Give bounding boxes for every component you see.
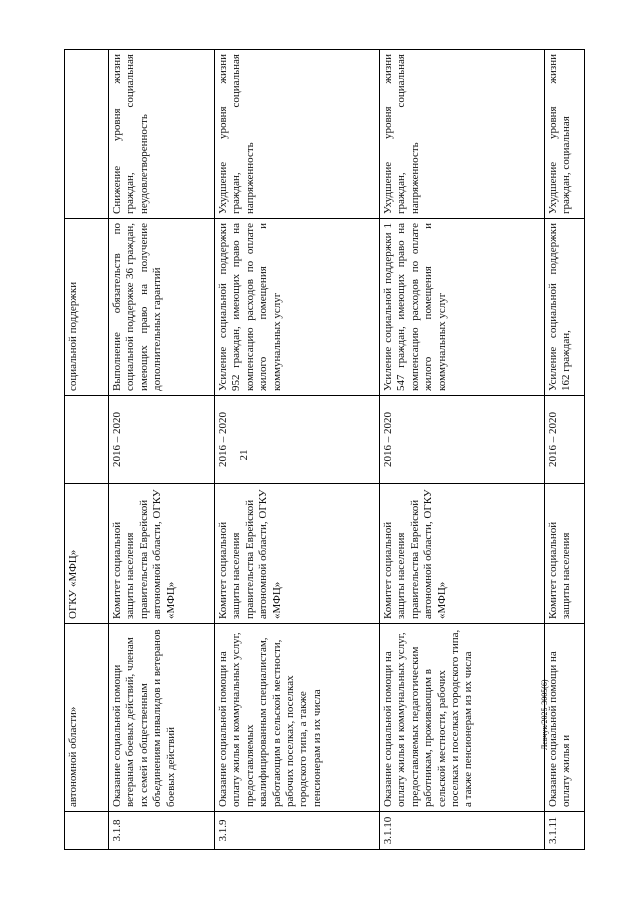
cell-period: 2016 – 2020 (380, 396, 545, 484)
cell-executor: ОГКУ «МФЦ» (65, 484, 109, 624)
cell-num: 3.1.9 (215, 812, 380, 850)
page-number: 21 (238, 449, 250, 461)
table-row-continuation (65, 50, 109, 850)
cell-result: Усиление социальной поддержки 952 граждан, имеющих право на компенсацию расходов по оплате жилого помещения и коммунальных услуг (215, 219, 380, 396)
cell-executor: Комитет социальной защиты населения правительства Еврейской автономной области, ОГКУ «МФЦ» (380, 484, 545, 624)
cell-executor: Комитет социальной защиты населения (545, 484, 585, 624)
cell-result: социальной поддержки (65, 219, 109, 396)
cell-name: Оказание социальной помощи на оплату жилья и коммунальных услуг, предоставляемых педагогическим работникам, проживающим в сельской местности, рабочих поселках и поселках городского типа, а также пенсионерам из их числа (380, 624, 545, 812)
measures-table (64, 49, 585, 850)
cell-executor: Комитет социальной защиты населения правительства Еврейской автономной области, ОГКУ «МФЦ» (215, 484, 380, 624)
cell-num (65, 812, 109, 850)
cell-consequence: Ухудшение уровня жизни граждан, социальная (545, 50, 585, 219)
cell-result: Выполнение обязательств по социальной поддержке 36 граждан, имеющих право на получение дополнительных гарантий (109, 219, 215, 396)
cell-consequence (65, 50, 109, 219)
cell-result: Усиление социальной поддержки 1 547 граждан, имеющих право на компенсацию расходов по оплате жилого помещения и коммунальных услуг (380, 219, 545, 396)
table-row (215, 50, 380, 850)
cell-period: 2016 – 2020 (545, 396, 585, 484)
cell-consequence: Ухудшение уровня жизни граждан, социальная напряженность (380, 50, 545, 219)
table-row (380, 50, 545, 850)
cell-result: Усиление социальной поддержки 162 граждан, (545, 219, 585, 396)
cell-consequence: Снижение уровня жизни граждан, социальная неудовлетворенность (109, 50, 215, 219)
cell-num: 3.1.10 (380, 812, 545, 850)
cell-period (65, 396, 109, 484)
cell-name: Оказание социальной помощи ветеранам боевых действий, членам их семей и общественным объединениям инвалидов и ветеранов боевых действий (109, 624, 215, 812)
table-row (545, 50, 585, 850)
cell-executor: Комитет социальной защиты населения правительства Еврейской автономной области, ОГКУ «МФЦ» (109, 484, 215, 624)
cell-period: 2016 – 2020 (109, 396, 215, 484)
cell-consequence: Ухудшение уровня жизни граждан, социальная напряженность (215, 50, 380, 219)
footer-code: Левчук/2025-3005(6) (540, 679, 549, 750)
cell-name: Оказание социальной помощи на оплату жилья и коммунальных услуг, предоставляемых квалифицированным специалистам, работающим в сельской местности, рабочих поселках, поселках городского типа, а также пенсионерам из их числа (215, 624, 380, 812)
cell-period: 2016 – 2020 (215, 396, 380, 484)
table-row (109, 50, 215, 850)
cell-name: автономной области» (65, 624, 109, 812)
cell-num: 3.1.8 (109, 812, 215, 850)
rotated-table-area (64, 50, 584, 850)
cell-num: 3.1.11 (545, 812, 585, 850)
cell-name: Оказание социальной помощи на оплату жилья и (545, 624, 585, 812)
